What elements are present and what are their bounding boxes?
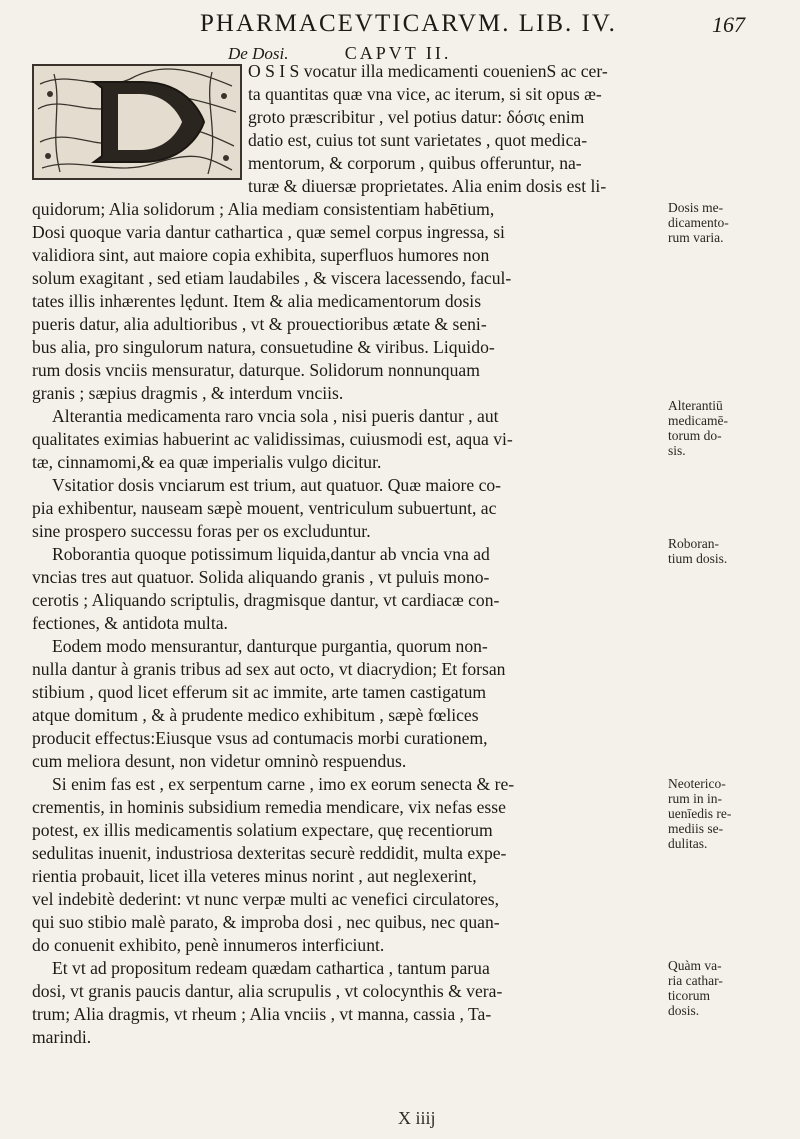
text-line: cerotis ; Aliquando scriptulis, dragmisque dantur, vt cardiacæ con- [32, 590, 500, 610]
decorated-initial-d-icon [32, 64, 242, 180]
margin-note-line: rum varia. [668, 230, 724, 245]
text-line: datio est, cuius tot sunt varietates , quot medica- [248, 130, 588, 150]
margin-note-line: Neoterico- [668, 776, 726, 791]
margin-note-line: sis. [668, 443, 686, 458]
text-line: marindi. [32, 1027, 92, 1047]
margin-note-cathartica [668, 958, 796, 1018]
margin-note-dosis [668, 200, 796, 245]
text-line: Vsitatior dosis vnciarum est trium, aut quatuor. Quæ maiore co- [52, 475, 502, 495]
text-line: rum dosis vnciis mensuratur, daturque. Solidorum nonnunquam [32, 360, 480, 380]
text-line: qualitates eximias habuerint ac validissimas, cuiusmodi est, aqua vi- [32, 429, 513, 449]
decorated-initial [32, 64, 242, 180]
text-line: Dosi quoque varia dantur cathartica , quæ semel corpus ingressa, si [32, 222, 505, 242]
text-line: Roborantia quoque potissimum liquida,dantur ab vncia vna ad [52, 544, 490, 564]
margin-note-line: rum in in- [668, 791, 722, 806]
margin-note-line: medicamē- [668, 413, 728, 428]
margin-note-line: Alterantiū [668, 398, 723, 413]
margin-note-line: dosis. [668, 1003, 700, 1018]
text-line: granis ; sæpius dragmis , & interdum vnciis. [32, 383, 344, 403]
section-label: De Dosi. [228, 44, 289, 63]
text-line: Si enim fas est , ex serpentum carne , imo ex eorum senecta & re- [52, 774, 515, 794]
text-line: sine prospero successu foras per os excluduntur. [32, 521, 371, 541]
text-line: producit effectus:Eiusque vsus ad contumacis morbi curationem, [32, 728, 488, 748]
text-line: stibium , quod licet efferum sit ac immite, arte tamen castigatum [32, 682, 487, 702]
margin-note-line: ria cathar- [668, 973, 723, 988]
text-line: potest, ex illis medicamentis solatium expectare, quę recentiorum [32, 820, 493, 840]
text-line: pia exhibentur, nauseam sæpè mouent, ventriculum subuertunt, ac [32, 498, 497, 518]
margin-note-line: dicamento- [668, 215, 729, 230]
margin-note-line: Quàm va- [668, 958, 722, 973]
text-line: mentorum, & corporum , quibus offeruntur, na- [248, 153, 582, 173]
text-line: cum meliora desunt, non videtur omninò respuendus. [32, 751, 407, 771]
text-line: qui suo stibio malè parato, & improba dosi , nec quibus, nec quan- [32, 912, 500, 932]
text-line: quidorum; Alia solidorum ; Alia mediam consistentiam habētium, [32, 199, 495, 219]
text-line: do conuenit exhibito, penè innumeros interficiunt. [32, 935, 385, 955]
text-line: dosi, vt granis paucis dantur, alia scrupulis , vt colocynthis & vera- [32, 981, 503, 1001]
margin-note-alterantia [668, 398, 796, 458]
text-line: Eodem modo mensurantur, danturque purgantia, quorum non- [52, 636, 488, 656]
text-line: solum exagitant , sed etiam laudabiles , & viscera lacessendo, facul- [32, 268, 512, 288]
margin-note-line: tium dosis. [668, 551, 728, 566]
margin-note-line: Dosis me- [668, 200, 724, 215]
margin-note-line: dulitas. [668, 836, 708, 851]
text-line: trum; Alia dragmis, vt rheum ; Alia vnciis , vt manna, cassia , Ta- [32, 1004, 492, 1024]
text-line: O S I S vocatur illa medicamenti couenienS ac cer- [248, 61, 608, 81]
text-line: tates illis inhærentes lędunt. Item & alia medicamentorum dosis [32, 291, 482, 311]
text-line: sedulitas inuenit, industriosa dexteritas securè reddidit, multa expe- [32, 843, 507, 863]
text-line: validiora sint, aut maiore copia exhibita, superfluos humores non [32, 245, 490, 265]
margin-note-line: Roboran- [668, 536, 719, 551]
text-line: tæ, cinnamomi,& ea quæ imperialis vulgo dicitur. [32, 452, 382, 472]
text-line: vel indebitè dederint: vt nunc verpæ multi ac venefici circulatores, [32, 889, 500, 909]
text-line: rientia probauit, licet illa veteres minus norint , aut neglexerint, [32, 866, 477, 886]
text-line: atque domitum , & à prudente medico exhibitum , sæpè fœlices [32, 705, 479, 725]
margin-note-roborantia [668, 536, 796, 566]
text-line: Et vt ad propositum redeam quædam cathartica , tantum parua [52, 958, 490, 978]
margin-note-line: ticorum [668, 988, 710, 1003]
text-line: vncias tres aut quatuor. Solida aliquando granis , vt puluis mono- [32, 567, 490, 587]
text-line: nulla dantur à granis tribus ad sex aut octo, vt diacrydion; Et forsan [32, 659, 506, 679]
margin-note-line: uenīedis re- [668, 806, 732, 821]
text-line: ta quantitas quæ vna vice, ac iterum, si sit opus æ- [248, 84, 602, 104]
text-line: Alterantia medicamenta raro vncia sola , nisi pueris dantur , aut [52, 406, 499, 426]
text-line: pueris datur, alia adultioribus , vt & prouectioribus ætate & seni- [32, 314, 487, 334]
margin-note-line: mediis se- [668, 821, 724, 836]
text-line: bus alia, pro singulorum natura, consuetudine & viribus. Liquido- [32, 337, 495, 357]
chapter-title: CAPVT II. [344, 43, 452, 63]
text-line: crementis, in hominis subsidium remedia mendicare, vix nefas esse [32, 797, 506, 817]
text-line: fectiones, & antidota multa. [32, 613, 228, 633]
margin-note-line: torum do- [668, 428, 722, 443]
signature-mark: X iiij [398, 1108, 436, 1128]
page-number: 167 [712, 12, 745, 37]
running-title: PHARMACEVTICARVM. LIB. IV. [200, 10, 617, 37]
text-line: turæ & diuersæ proprietates. Alia enim dosis est li- [248, 176, 607, 196]
margin-note-neotericorum [668, 776, 796, 851]
text-line: groto præscribitur , vel potius datur: δόσις enim [248, 107, 585, 127]
